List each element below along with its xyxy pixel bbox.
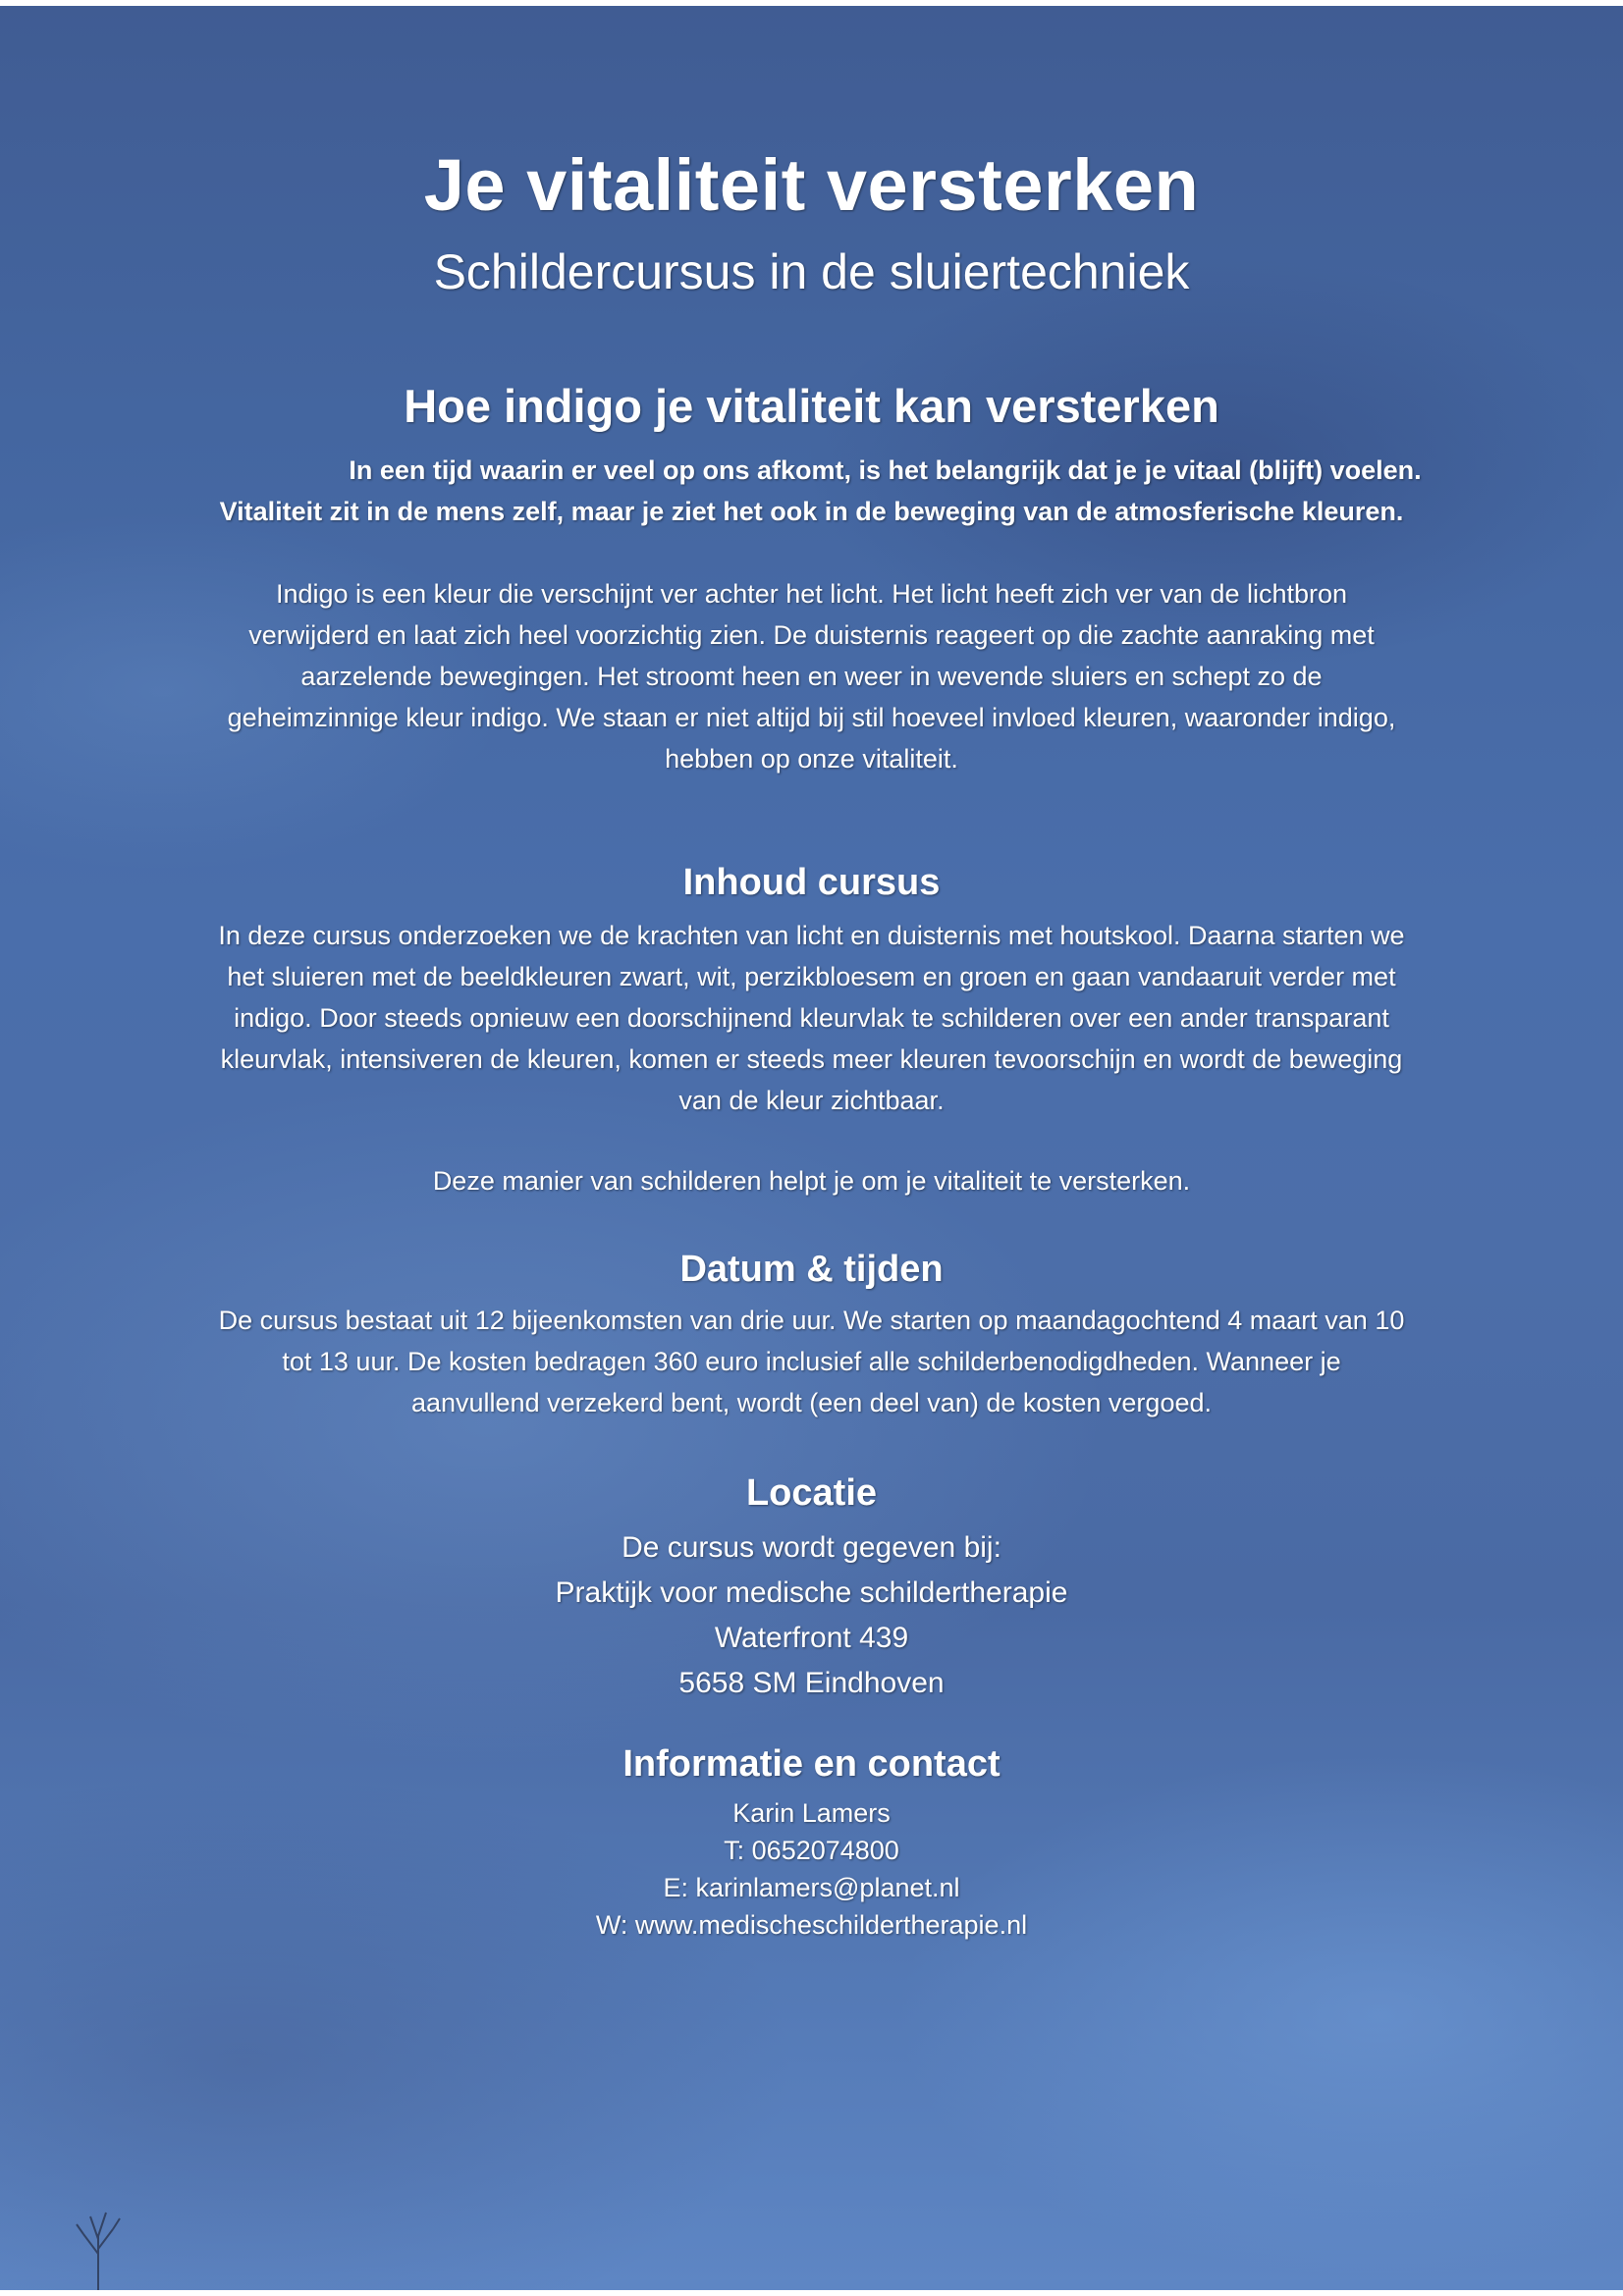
- paragraph-line: aarzelende bewegingen. Het stroomt heen en weer in wevende sluiers en schept zo de: [300, 662, 1323, 691]
- paragraph-line: hebben op onze vitaliteit.: [665, 744, 958, 774]
- paragraph-line: van de kleur zichtbaar.: [678, 1086, 945, 1115]
- paragraph-line: het sluieren met de beeldkleuren zwart, wit, perzikbloesem en groen en gaan vandaaruit verder met: [227, 962, 1396, 991]
- paragraph-line: verwijderd en laat zich heel voorzichtig zien. De duisternis reageert op die zachte aanraking met: [248, 620, 1375, 650]
- intro-line: In een tijd waarin er veel op ons afkomt, is het belangrijk dat je je vitaal (blijft) voelen.: [349, 455, 1422, 485]
- address-line: Waterfront 439: [714, 1622, 909, 1654]
- intro-line: Vitaliteit zit in de mens zelf, maar je ziet het ook in de beweging van de atmosferische kleuren.: [219, 497, 1404, 526]
- paragraph-line: kleurvlak, intensiveren de kleuren, komen er steeds meer kleuren tevoorschijn en wordt de beweging: [220, 1044, 1403, 1074]
- poster-page: [0, 6, 1623, 2290]
- paragraph-line: aanvullend verzekerd bent, wordt (een deel van) de kosten vergoed.: [410, 1388, 1212, 1417]
- inhoud-paragraph: [187, 915, 1436, 1121]
- datum-paragraph: [187, 1300, 1436, 1423]
- heading-inhoud: Inhoud cursus: [682, 862, 941, 903]
- paragraph-line: Indigo is een kleur die verschijnt ver achter het licht. Het licht heeft zich ver van de lichtbron: [275, 579, 1348, 609]
- address-line: Praktijk voor medische schildertherapie: [555, 1576, 1068, 1609]
- tree-silhouette: [59, 2195, 137, 2290]
- heading-datum: Datum & tijden: [679, 1249, 944, 1290]
- paragraph-line: In deze cursus onderzoeken we de krachten van licht en duisternis met houtskool. Daarna starten we: [218, 921, 1405, 950]
- address-line: 5658 SM Eindhoven: [678, 1667, 945, 1699]
- page-title: Je vitaliteit versterken: [423, 144, 1200, 226]
- page-subtitle: Schildercursus in de sluiertechniek: [433, 244, 1190, 299]
- contact-phone[interactable]: T: 0652074800: [724, 1836, 899, 1865]
- indigo-paragraph: [187, 573, 1436, 779]
- inhoud-extra-line: Deze manier van schilderen helpt je om je vitaliteit te versterken.: [432, 1166, 1191, 1196]
- paragraph-line: tot 13 uur. De kosten bedragen 360 euro inclusief alle schilderbenodigdheden. Wanneer je: [282, 1347, 1341, 1376]
- heading-locatie: Locatie: [745, 1472, 878, 1514]
- heading-info: Informatie en contact: [622, 1743, 1001, 1785]
- paragraph-line: De cursus bestaat uit 12 bijeenkomsten van drie uur. We starten op maandagochtend 4 maart van 10: [218, 1306, 1405, 1335]
- contact-email[interactable]: E: karinlamers@planet.nl: [663, 1873, 960, 1902]
- contact-info: [0, 1794, 1623, 1944]
- contact-name: Karin Lamers: [732, 1798, 891, 1828]
- paragraph-line: indigo. Door steeds opnieuw een doorschijnend kleurvlak te schilderen over een ander transparant: [234, 1003, 1389, 1033]
- locatie-address: [0, 1525, 1623, 1706]
- address-line: De cursus wordt gegeven bij:: [622, 1531, 1001, 1564]
- heading-indigo: Hoe indigo je vitaliteit kan versterken: [404, 380, 1219, 432]
- contact-website[interactable]: W: www.medischeschildertherapie.nl: [595, 1910, 1028, 1940]
- paragraph-line: geheimzinnige kleur indigo. We staan er niet altijd bij stil hoeveel invloed kleuren, waaronder indigo,: [227, 703, 1396, 732]
- intro-text: [0, 450, 1623, 532]
